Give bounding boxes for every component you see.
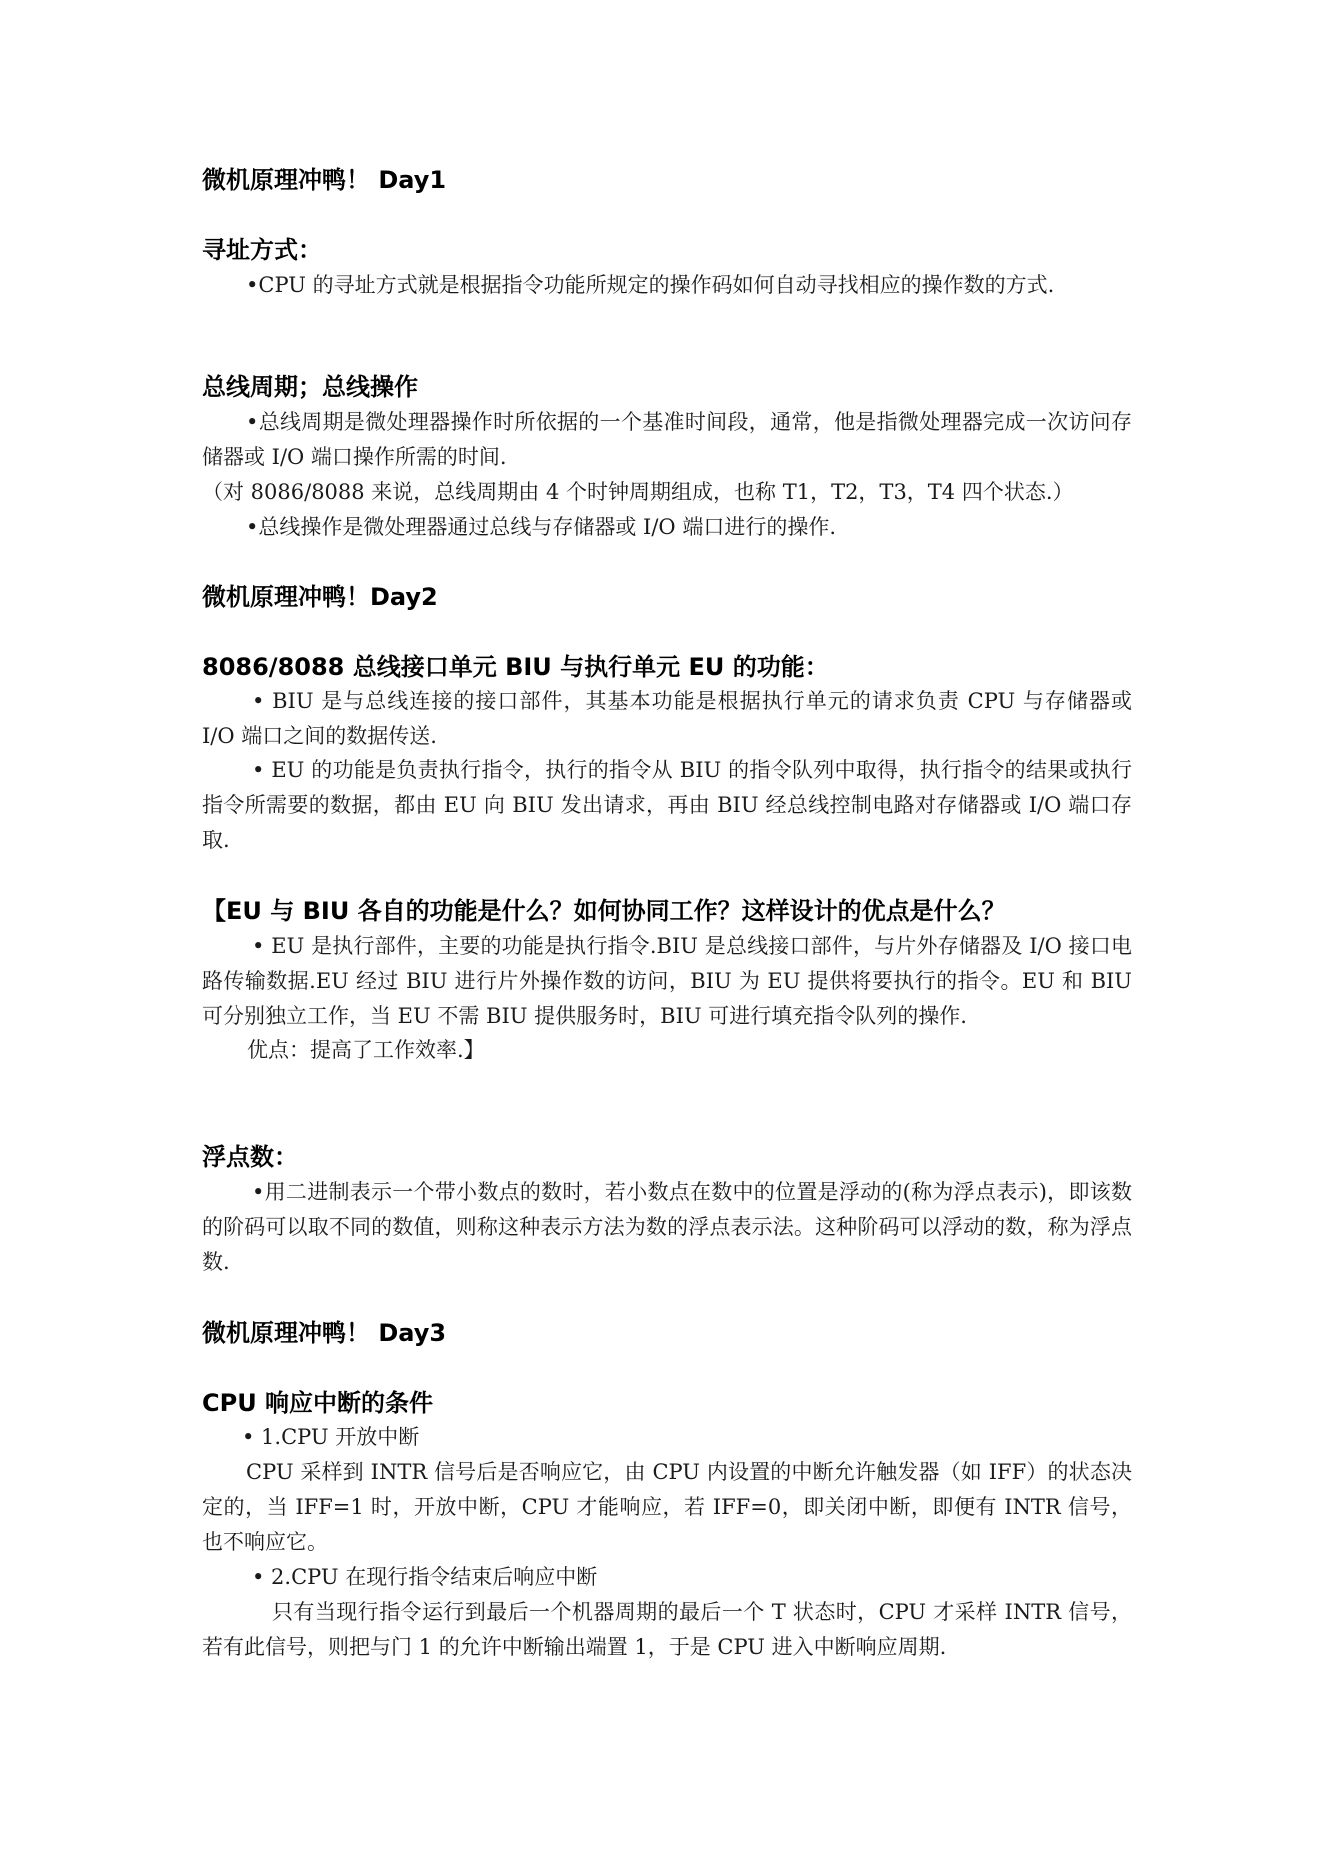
addressing-text: •CPU 的寻址方式就是根据指令功能所规定的操作码如何自动寻找相应的操作数的方式. [246, 273, 1055, 297]
bus-cycle-text: •总线周期是微处理器操作时所依据的一个基准时间段，通常，他是指微处理器完成一次访问存储器或 I/O 端口操作所需的时间. [202, 410, 1132, 469]
float-heading: 浮点数： [202, 1143, 298, 1171]
interrupt-cond2-text: 只有当现行指令运行到最后一个机器周期的最后一个 T 状态时，CPU 才采样 INTR 信号，若有此信号，则把与门 1 的允许中断输出端置 1，于是 CPU 进入中断响应周期. [202, 1600, 1132, 1659]
eu-biu-advantage: 优点：提高了工作效率.】 [247, 1038, 485, 1062]
day2-title: 微机原理冲鸭！Day2 [202, 583, 438, 611]
day3-title: 微机原理冲鸭！ Day3 [202, 1319, 447, 1347]
interrupt-cond1-title: • 1.CPU 开放中断 [242, 1425, 420, 1449]
eu-biu-question-heading: 【EU 与 BIU 各自的功能是什么？如何协同工作？这样设计的优点是什么？ [202, 897, 1006, 925]
interrupt-cond1-text: CPU 采样到 INTR 信号后是否响应它，由 CPU 内设置的中断允许触发器（如 IFF）的状态决定的，当 IFF=1 时，开放中断，CPU 才能响应，若 IFF=0，即关闭中断，即便有 INTR 信号，也不响应它。 [202, 1460, 1132, 1554]
biu-eu-heading: 8086/8088 总线接口单元 BIU 与执行单元 EU 的功能： [202, 653, 829, 681]
biu-text: • BIU 是与总线连接的接口部件，其基本功能是根据执行单元的请求负责 CPU 与存储器或 I/O 端口之间的数据传送. [202, 689, 1132, 748]
bus-cycle-note: （对 8086/8088 来说，总线周期由 4 个时钟周期组成，也称 T1，T2，T3，T4 四个状态.） [202, 480, 1074, 504]
float-text: •用二进制表示一个带小数点的数时，若小数点在数中的位置是浮动的(称为浮点表示)，即该数的阶码可以取不同的数值，则称这种表示方法为数的浮点表示法。这种阶码可以浮动的数，称为浮点数. [202, 1180, 1132, 1274]
addressing-heading: 寻址方式： [202, 236, 322, 264]
bus-operation-text: •总线操作是微处理器通过总线与存储器或 I/O 端口进行的操作. [246, 515, 836, 539]
day1-title: 微机原理冲鸭！ Day1 [202, 166, 447, 194]
bus-heading: 总线周期；总线操作 [202, 373, 418, 401]
interrupt-cond2-title: • 2.CPU 在现行指令结束后响应中断 [252, 1565, 598, 1589]
interrupt-heading: CPU 响应中断的条件 [202, 1389, 434, 1417]
eu-biu-answer: • EU 是执行部件，主要的功能是执行指令.BIU 是总线接口部件，与片外存储器及 I/O 接口电路传输数据.EU 经过 BIU 进行片外操作数的访问，BIU 为 EU 提供将要执行的指令。EU 和 BIU 可分别独立工作，当 EU 不需 BIU 提供服务时，BIU 可进行填充指令队列的操作. [202, 934, 1132, 1028]
eu-text: • EU 的功能是负责执行指令，执行的指令从 BIU 的指令队列中取得，执行指令的结果或执行指令所需要的数据，都由 EU 向 BIU 发出请求，再由 BIU 经总线控制电路对存储器或 I/O 端口存取. [202, 758, 1132, 852]
